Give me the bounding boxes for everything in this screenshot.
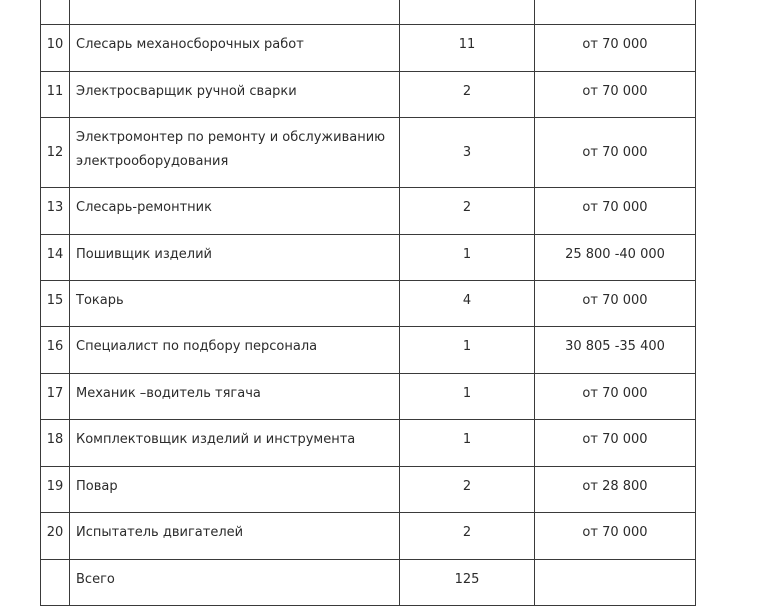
salary: от 70 000 — [535, 420, 696, 467]
salary: от 70 000 — [535, 118, 696, 188]
table-row — [41, 467, 696, 513]
profession-name: Испытатель двигателей — [70, 513, 400, 560]
salary: от 70 000 — [535, 25, 696, 72]
vacancy-count: 2 — [400, 513, 535, 560]
vacancy-count: 11 — [400, 25, 535, 72]
row-number: 16 — [41, 327, 70, 374]
profession-name: Слесарь механосборочных работ — [70, 25, 400, 72]
vacancy-count: 1 — [400, 420, 535, 467]
vacancy-count: 4 — [400, 281, 535, 327]
row-number: 10 — [41, 25, 70, 72]
vacancy-count: 1 — [400, 327, 535, 374]
vacancies-table — [40, 0, 696, 606]
row-number: 18 — [41, 420, 70, 467]
profession-name: Электросварщик ручной сварки — [70, 72, 400, 118]
vacancy-count — [400, 0, 535, 25]
vacancy-count: 1 — [400, 235, 535, 281]
profession-name: Специалист по подбору персонала — [70, 327, 400, 374]
row-number: 20 — [41, 513, 70, 560]
profession-name: Пошивщик изделий — [70, 235, 400, 281]
row-number: 17 — [41, 374, 70, 420]
table-row — [41, 25, 696, 72]
profession-name — [70, 0, 400, 25]
row-number: 12 — [41, 118, 70, 188]
table-row — [41, 72, 696, 118]
vacancy-count: 3 — [400, 118, 535, 188]
row-number — [41, 0, 70, 25]
row-number — [41, 560, 70, 606]
total-count: 125 — [400, 560, 535, 606]
salary: от 28 800 — [535, 467, 696, 513]
salary: от 70 000 — [535, 374, 696, 420]
profession-name: Слесарь-ремонтник — [70, 188, 400, 235]
salary: 30 805 -35 400 — [535, 327, 696, 374]
table-row — [41, 118, 696, 188]
row-number: 15 — [41, 281, 70, 327]
vacancy-count: 1 — [400, 374, 535, 420]
vacancy-count: 2 — [400, 467, 535, 513]
salary: от 70 000 — [535, 188, 696, 235]
vacancy-count: 2 — [400, 188, 535, 235]
vacancies-table-container — [40, 0, 695, 606]
vacancy-count: 2 — [400, 72, 535, 118]
row-number: 11 — [41, 72, 70, 118]
total-salary — [535, 560, 696, 606]
table-row — [41, 327, 696, 374]
salary: от 70 000 — [535, 72, 696, 118]
table-row — [41, 281, 696, 327]
table-row — [41, 420, 696, 467]
table-row — [41, 188, 696, 235]
profession-name: Механик –водитель тягача — [70, 374, 400, 420]
row-number: 14 — [41, 235, 70, 281]
profession-name: Токарь — [70, 281, 400, 327]
table-row — [41, 513, 696, 560]
salary: 25 800 -40 000 — [535, 235, 696, 281]
table-row-cut-off — [41, 0, 696, 25]
table-row — [41, 235, 696, 281]
profession-name: Повар — [70, 467, 400, 513]
table-row — [41, 374, 696, 420]
row-number: 19 — [41, 467, 70, 513]
total-label: Всего — [70, 560, 400, 606]
salary — [535, 0, 696, 25]
table-row-total — [41, 560, 696, 606]
salary: от 70 000 — [535, 513, 696, 560]
profession-name: Электромонтер по ремонту и обслуживанию электрооборудования — [70, 118, 400, 188]
row-number: 13 — [41, 188, 70, 235]
salary: от 70 000 — [535, 281, 696, 327]
profession-name: Комплектовщик изделий и инструмента — [70, 420, 400, 467]
